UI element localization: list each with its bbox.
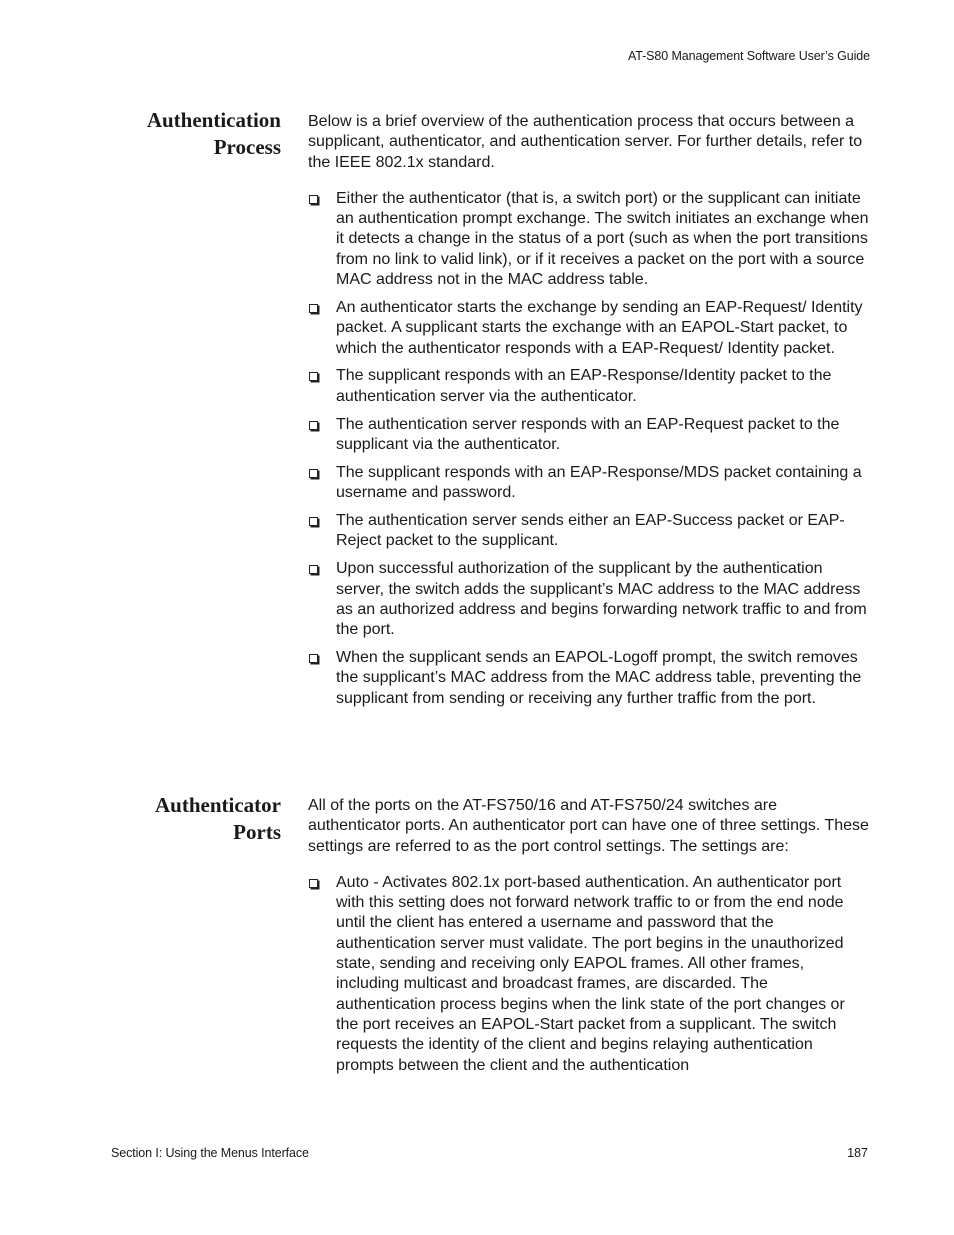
list-item-text: Auto - Activates 802.1x port-based authentication. An authenticator port with this setting does not forward network traffic to or from the end node until the client has entered a username and password that the authentication server must validate. The port begins in the unauthorized state, sending and receiving only EAPOL frames. All other frames, including multicast and broadcast frames, are discarded. The authentication process begins when the link state of the port changes or the port receives an EAPOL-Start packet from a supplicant. The switch requests the identity of the client and begins relaying authentication prompts between the client and the authentication <box>336 873 845 1074</box>
bullet-list <box>308 873 870 1076</box>
box-bullet-icon <box>309 565 318 574</box>
list-item-text: Either the authenticator (that is, a switch port) or the supplicant can initiate an authentication prompt exchange. The switch initiates an exchange when it detects a change in the status of a port (such as when the port transitions from no link to valid link), or if it receives a packet on the port with a source MAC address not in the MAC address table. <box>336 189 869 289</box>
list-item-text: When the supplicant sends an EAPOL-Logoff prompt, the switch removes the supplicant’s MAC address from the MAC address table, preventing the supplicant from sending or receiving any further traffic from the port. <box>336 648 862 707</box>
list-item-text: Upon successful authorization of the supplicant by the authentication server, the switch adds the supplicant’s MAC address to the MAC address as an authorized address and begins forwarding network traffic to and from the port. <box>336 560 867 639</box>
box-bullet-icon <box>309 195 318 204</box>
box-bullet-icon <box>309 421 318 430</box>
heading-line: Authentication <box>146 108 281 132</box>
list-item <box>308 298 870 359</box>
heading-line: Authenticator <box>155 793 281 817</box>
list-item-text: The authentication server sends either an EAP-Success packet or EAP-Reject packet to the supplicant. <box>336 512 845 550</box>
list-item <box>308 511 870 552</box>
list-item-text: The supplicant responds with an EAP-Response/Identity packet to the authentication server via the authenticator. <box>336 367 832 405</box>
heading-line: Ports <box>233 820 281 844</box>
list-item <box>308 415 870 456</box>
list-item <box>308 559 870 640</box>
section-heading <box>100 792 281 846</box>
list-item-text: The authentication server responds with an EAP-Request packet to the supplicant via the authenticator. <box>336 415 840 453</box>
footer-section-label: Section I: Using the Menus Interface <box>111 1146 309 1160</box>
running-header: AT-S80 Management Software User’s Guide <box>627 49 870 63</box>
box-bullet-icon <box>309 304 318 313</box>
list-item-text: An authenticator starts the exchange by sending an EAP-Request/ Identity packet. A supplicant starts the exchange with an EAPOL-Start packet, to which the authenticator responds with a EAP-Request/ Identity packet. <box>336 298 863 357</box>
box-bullet-icon <box>309 517 318 526</box>
list-item <box>308 189 870 290</box>
list-item <box>308 648 870 709</box>
box-bullet-icon <box>309 469 318 478</box>
heading-line: Process <box>213 135 281 159</box>
list-item-text: The supplicant responds with an EAP-Response/MDS packet containing a username and password. <box>336 463 862 502</box>
list-item <box>308 463 870 504</box>
section-body <box>308 796 870 1083</box>
box-bullet-icon <box>309 372 318 381</box>
section-body <box>308 112 870 716</box>
bullet-list <box>308 189 870 709</box>
section-heading <box>100 107 281 161</box>
list-item <box>308 873 870 1076</box>
box-bullet-icon <box>309 879 318 888</box>
box-bullet-icon <box>309 654 318 663</box>
footer-page-number: 187 <box>847 1146 868 1160</box>
list-item <box>308 366 870 407</box>
intro-paragraph: Below is a brief overview of the authentication process that occurs between a supplicant, authenticator, and authentication server. For further details, refer to the IEEE 802.1x standard. <box>308 113 863 171</box>
intro-paragraph: All of the ports on the AT-FS750/16 and AT-FS750/24 switches are authenticator ports. An authenticator port can have one of three settings. These settings are referred to as the port control settings. The settings are: <box>308 797 869 855</box>
